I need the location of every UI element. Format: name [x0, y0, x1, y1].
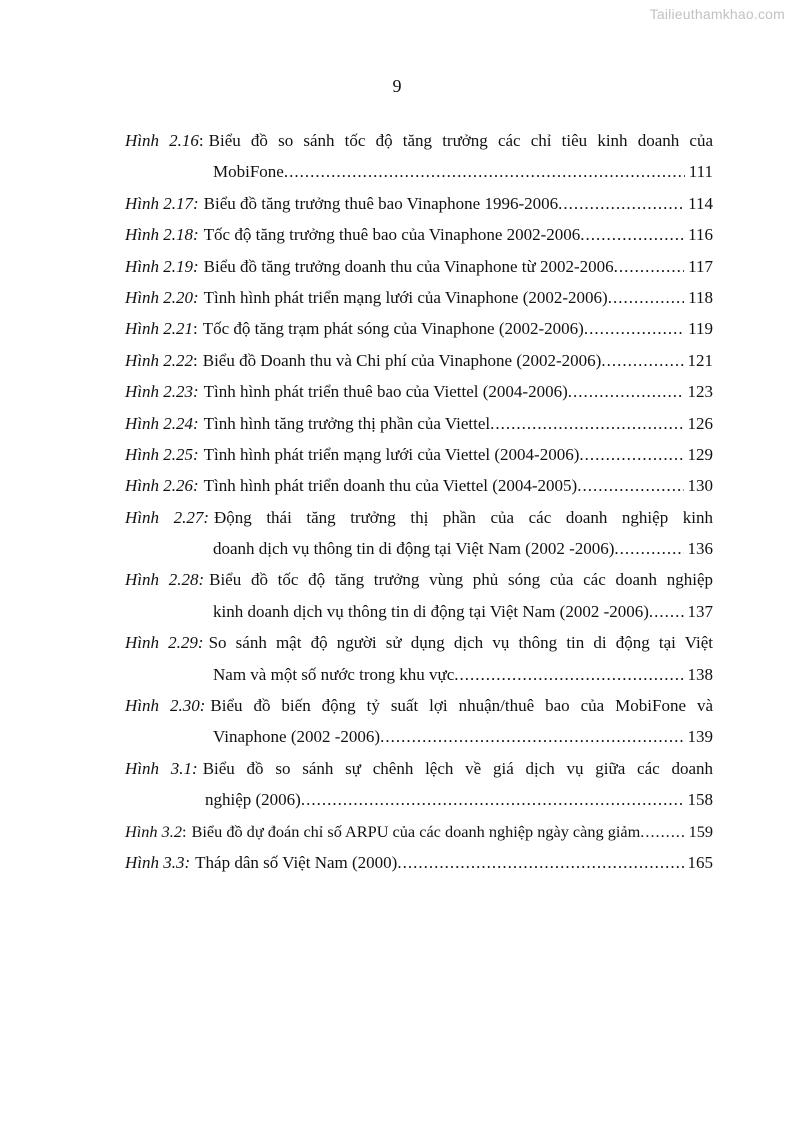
- dot-leader: [608, 282, 684, 313]
- toc-entry-2-25[interactable]: [125, 439, 713, 470]
- page-ref: 165: [687, 852, 713, 872]
- toc-entry-2-18[interactable]: [125, 219, 713, 250]
- figure-label: Hình 2.30:: [125, 696, 206, 716]
- figure-label: Hình 2.28:: [125, 570, 205, 590]
- toc-entry-2-16[interactable]: [125, 125, 713, 188]
- dot-leader: [568, 376, 684, 407]
- page-number: 9: [392, 76, 402, 96]
- dot-leader: [380, 721, 683, 752]
- dot-leader: [580, 219, 684, 250]
- figure-title-line1: So sánh mật độ người sử dụng dịch vụ thông tin di động tại Việt: [208, 633, 713, 653]
- figure-title-line2: kinh doanh dịch vụ thông tin di động tại Việt Nam (2002 -2006): [213, 601, 649, 621]
- toc-entry-2-29[interactable]: [125, 627, 713, 690]
- toc-entry-2-26[interactable]: [125, 470, 713, 501]
- figure-title: Tình hình phát triển mạng lưới của Vinaphone (2002-2006): [203, 287, 608, 307]
- figure-label: Hình 2.22:: [125, 350, 198, 370]
- figure-label: Hình 2.24:: [125, 413, 199, 433]
- figure-title-line2: nghiệp (2006): [205, 790, 301, 810]
- dot-leader: [301, 784, 684, 815]
- toc-entry-2-19[interactable]: [125, 251, 713, 282]
- page-ref: 117: [688, 256, 713, 276]
- page-ref: 121: [687, 350, 713, 370]
- dot-leader: [614, 251, 685, 282]
- page-ref: 119: [688, 319, 713, 339]
- page-ref: 136: [687, 539, 713, 559]
- figure-title: Biểu đồ Doanh thu và Chi phí của Vinaphone (2002-2006): [202, 350, 602, 370]
- table-of-figures: [125, 125, 713, 878]
- figure-label: Hình 2.26:: [125, 476, 199, 496]
- dot-leader: [649, 596, 684, 627]
- figure-label: Hình 2.21:: [125, 319, 198, 339]
- figure-label: Hình 3.2:: [125, 821, 187, 841]
- dot-leader: [397, 847, 683, 878]
- toc-entry-3-2[interactable]: [125, 816, 713, 847]
- figure-title: Tình hình phát triển mạng lưới của Viettel (2004-2006): [203, 444, 580, 464]
- dot-leader: [490, 408, 683, 439]
- page-ref: 114: [688, 193, 713, 213]
- figure-label: Hình 2.23:: [125, 382, 199, 402]
- dot-leader: [284, 156, 685, 187]
- page-ref: 129: [687, 444, 713, 464]
- figure-label: Hình 2.27:: [125, 507, 209, 527]
- page-ref: 159: [688, 821, 713, 841]
- page-ref: 158: [687, 790, 713, 810]
- toc-entry-3-1[interactable]: [125, 753, 713, 816]
- figure-title-line2: MobiFone: [213, 162, 284, 182]
- figure-title-line2: Vinaphone (2002 -2006): [213, 727, 381, 747]
- page-ref: 138: [687, 664, 713, 684]
- dot-leader: [579, 439, 683, 470]
- watermark: Tailieuthamkhao.com: [649, 6, 785, 22]
- page-ref: 137: [687, 601, 713, 621]
- page-ref: 116: [688, 225, 713, 245]
- dot-leader: [601, 345, 683, 376]
- page-ref: 139: [687, 727, 713, 747]
- toc-entry-2-22[interactable]: [125, 345, 713, 376]
- figure-label: Hình 3.1:: [125, 758, 198, 778]
- figure-label: Hình 2.16:: [125, 131, 204, 150]
- toc-entry-3-3[interactable]: [125, 847, 713, 878]
- figure-title: Tốc độ tăng trạm phát sóng của Vinaphone (2002-2006): [202, 319, 584, 339]
- page-ref: 123: [687, 382, 713, 402]
- figure-title-line1: Động thái tăng trưởng thị phần của các doanh nghiệp kinh: [213, 507, 713, 527]
- toc-entry-2-30[interactable]: [125, 690, 713, 753]
- figure-title-line2: doanh dịch vụ thông tin di động tại Việt Nam (2002 -2006): [213, 539, 615, 559]
- toc-entry-2-17[interactable]: [125, 188, 713, 219]
- figure-title: Tình hình tăng trưởng thị phần của Viettel: [203, 413, 491, 433]
- dot-leader: [614, 533, 683, 564]
- figure-label: Hình 2.18:: [125, 225, 199, 245]
- figure-title: Biểu đồ tăng trưởng thuê bao Vinaphone 1996-2006: [203, 193, 559, 213]
- figure-title: Tốc độ tăng trưởng thuê bao của Vinaphone 2002-2006: [203, 225, 581, 245]
- page-ref: 130: [687, 476, 713, 496]
- toc-entry-2-27[interactable]: [125, 502, 713, 565]
- dot-leader: [454, 659, 683, 690]
- figure-title-line1: Biểu đồ so sánh tốc độ tăng trưởng các chỉ tiêu kinh doanh của: [208, 131, 714, 150]
- dot-leader: [584, 313, 684, 344]
- figure-title-line1: Biểu đồ so sánh sự chênh lệch về giá dịch vụ giữa các doanh: [202, 758, 713, 778]
- figure-title: Biểu đồ dự đoán chỉ số ARPU của các doanh nghiệp ngày càng giảm: [191, 821, 641, 841]
- dot-leader: [577, 470, 683, 501]
- page-ref: 126: [687, 413, 713, 433]
- toc-entry-2-21[interactable]: [125, 313, 713, 344]
- toc-entry-2-23[interactable]: [125, 376, 713, 407]
- figure-title: Tình hình phát triển thuê bao của Viettel (2004-2006): [203, 382, 568, 402]
- dot-leader: [558, 188, 684, 219]
- toc-entry-2-20[interactable]: [125, 282, 713, 313]
- figure-title: Tháp dân số Việt Nam (2000): [195, 852, 398, 872]
- figure-label: Hình 2.25:: [125, 444, 199, 464]
- figure-label: Hình 3.3:: [125, 852, 191, 872]
- figure-title: Biểu đồ tăng trưởng doanh thu của Vinaphone từ 2002-2006: [203, 256, 614, 276]
- page-ref: 111: [688, 162, 713, 182]
- figure-title-line1: Biểu đồ biến động tỷ suất lợi nhuận/thuê bao của MobiFone và: [210, 696, 713, 716]
- figure-label: Hình 2.19:: [125, 256, 199, 276]
- figure-title: Tình hình phát triển doanh thu của Viettel (2004-2005): [203, 476, 578, 496]
- figure-title-line2: Nam và một số nước trong khu vực: [213, 664, 455, 684]
- page-ref: 118: [688, 287, 713, 307]
- figure-label: Hình 2.29:: [125, 633, 204, 653]
- figure-title-line1: Biểu đồ tốc độ tăng trưởng vùng phủ sóng của các doanh nghiệp: [209, 570, 713, 590]
- toc-entry-2-24[interactable]: [125, 408, 713, 439]
- figure-label: Hình 2.17:: [125, 193, 199, 213]
- figure-label: Hình 2.20:: [125, 287, 199, 307]
- dot-leader: [640, 816, 684, 847]
- toc-entry-2-28[interactable]: [125, 564, 713, 627]
